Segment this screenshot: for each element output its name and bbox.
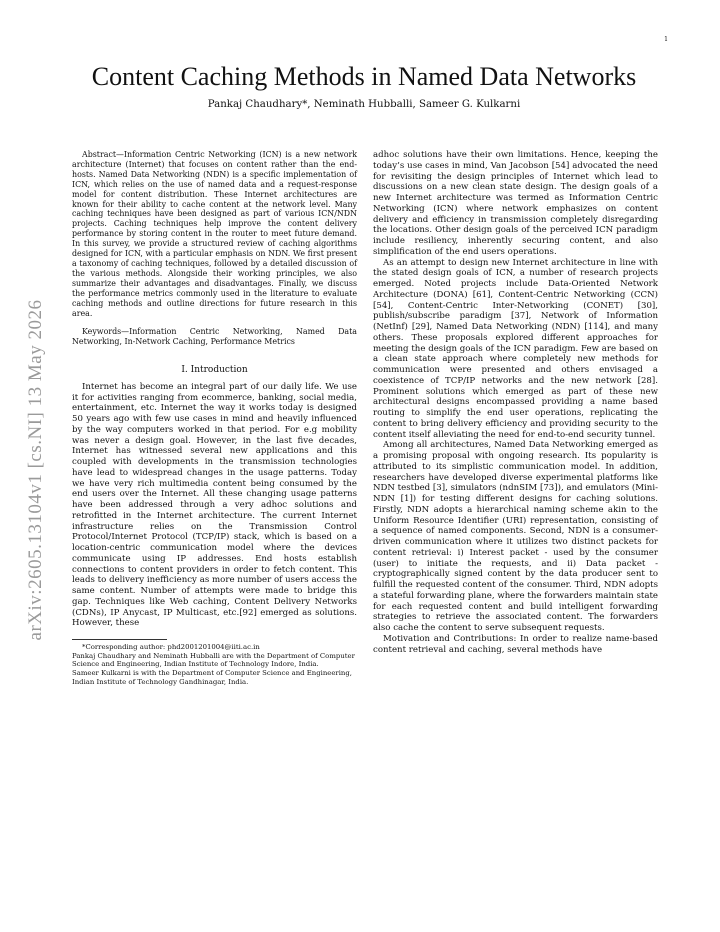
body-paragraph: adhoc solutions have their own limitations. Hence, keeping the today’s use cases in mind, Van Jacobson [54] advocated the need for revisiting the design principles of Internet which lead to discussions on a new clean state design. The design goals of a new Internet architecture was termed as Information Centric Networking (ICN) where network emphasizes on content delivery and efficiency in transmission completely disregarding the locations. Other design goals of the perceived ICN paradigm include resiliency, inherently securing content, and also simplification of the end users operations. [373, 150, 658, 257]
right-column [373, 150, 658, 655]
paper-title: Content Caching Methods in Named Data Networks [91, 62, 637, 91]
abstract: Abstract—Information Centric Networking (ICN) is a new network architecture (Internet) that focuses on content rather than the end-hosts. Named Data Networking (NDN) is a specific implementation of ICN, which relies on the use of named data and a request-response model for content distribution. These Internet architectures are known for their ability to cache content at the network level. Many caching techniques have been designed as part of various ICN/NDN projects. Caching techniques help improve the content delivery performance by storing content in the router to meet future demand. In this survey, we provide a structured review of caching algorithms designed for ICN, with a particular emphasis on NDN. We first present a taxonomy of caching techniques, followed by a detailed discussion of the various methods. Alongside their working principles, we also summarize their advantages and disadvantages. Finally, we discuss the performance metrics commonly used in the literature to evaluate caching methods and outline directions for future research in this area. [72, 150, 357, 318]
intro-paragraph: Internet has become an integral part of our daily life. We use it for activities ranging from ecommerce, banking, social media, entertainment, etc. Internet the way it works today is designed 50 years ago with few use cases in mind and heavily influenced by the way computers worked in that period. For e.g mobility was never a design goal. However, in the last five decades, Internet has witnessed several new applications and this coupled with developments in the transmission technologies have lead to widespread changes in the usage patterns. Today we have very rich multimedia content being consumed by the end users over the Internet. All these changing usage patterns have been addressed through a very adhoc solutions and retrofitted in the Internet architecture. The current Internet infrastructure relies on the Transmission Control Protocol/Internet Protocol (TCP/IP) stack, which is based on a location-centric communication model where the devices communicate using IP addresses. End hosts establish connections to content providers in order to fetch content. This leads to delivery inefficiency as more number of users access the same content. Number of attempts were made to bridge this gap. Techniques like Web caching, Content Delivery Networks (CDNs), IP Anycast, IP Multicast, etc.[92] emerged as solutions. However, these [72, 381, 357, 629]
body-paragraph: As an attempt to design new Internet architecture in line with the stated design goals of ICN, a number of research projects emerged. Noted projects include Data-Oriented Network Architecture (DONA) [61], Content-Centric Networking (CCN) [54], Content-Centric Inter-Networking (CONET) [30], publish/subscribe paradigm [37], Network of Information (NetInf) [29], Named Data Networking (NDN) [114], and many others. These proposals explored different approaches for meeting the design goals of the ICN paradigm. Few are based on a clean state approach where completely new methods for communication were presented and others envisaged a coexistence of TCP/IP networks and the new network [28]. Prominent solutions which emerged as part of these new architectural designs encompassed providing a name based routing to simplify the end user operations, replicating the content to bring delivery efficiency and providing security to the content itself alleviating the need for end-to-end security tunnel. [373, 257, 658, 440]
keywords: Keywords—Information Centric Networking, Named Data Networking, In-Network Caching, Performance Metrics [72, 327, 357, 347]
footnote-affiliation-1: Pankaj Chaudhary and Neminath Hubballi are with the Department of Computer Science and Engineering, Indian Institute of Technology Indore, India. [72, 651, 355, 669]
page-number: 1 [664, 36, 668, 43]
left-column [72, 150, 357, 686]
body-paragraph: Among all architectures, Named Data Networking emerged as a promising proposal with ongoing research. Its popularity is attributed to its simplistic communication model. In addition, researchers have developed diverse experimental platforms like NDN testbed [3], simulators (ndnSIM [73]), and emulators (Mini-NDN [1]) for testing different designs for caching solutions. Firstly, NDN adopts a hierarchical naming scheme akin to the Uniform Resource Identifier (URI) representation, consisting of a sequence of named components. Second, NDN is a consumer-driven communication where it utilizes two distinct packets for content retrieval: i) Interest packet - used by the consumer (user) to initiate the requests, and ii) Data packet - cryptographically signed content by the data producer sent to fulfill the requested content of the consumer. Third, NDN adopts a stateful forwarding plane, where the forwarders maintain state for each requested content and build intelligent forwarding strategies to retrieve the associated content. The forwarders also cache the content to serve subsequent requests. [373, 440, 658, 633]
arxiv-identifier: arXiv:2605.13104v1 [cs.NI] 13 May 2026 [25, 299, 46, 641]
footnote-affiliation-2: Sameer Kulkarni is with the Department of Computer Science and Engineering, Indian Institute of Technology Gandhinagar, India. [72, 669, 352, 686]
author-list: Pankaj Chaudhary*, Neminath Hubballi, Sameer G. Kulkarni [207, 99, 521, 110]
body-paragraph: Motivation and Contributions: In order to realize name-based content retrieval and caching, several methods have [373, 633, 658, 655]
footnote-rule [72, 639, 167, 640]
footnote-corresponding-author: *Corresponding author: phd2001201004@iiti.ac.in [82, 643, 260, 652]
footnotes [72, 643, 357, 686]
section-heading: I. Introduction [181, 365, 248, 376]
